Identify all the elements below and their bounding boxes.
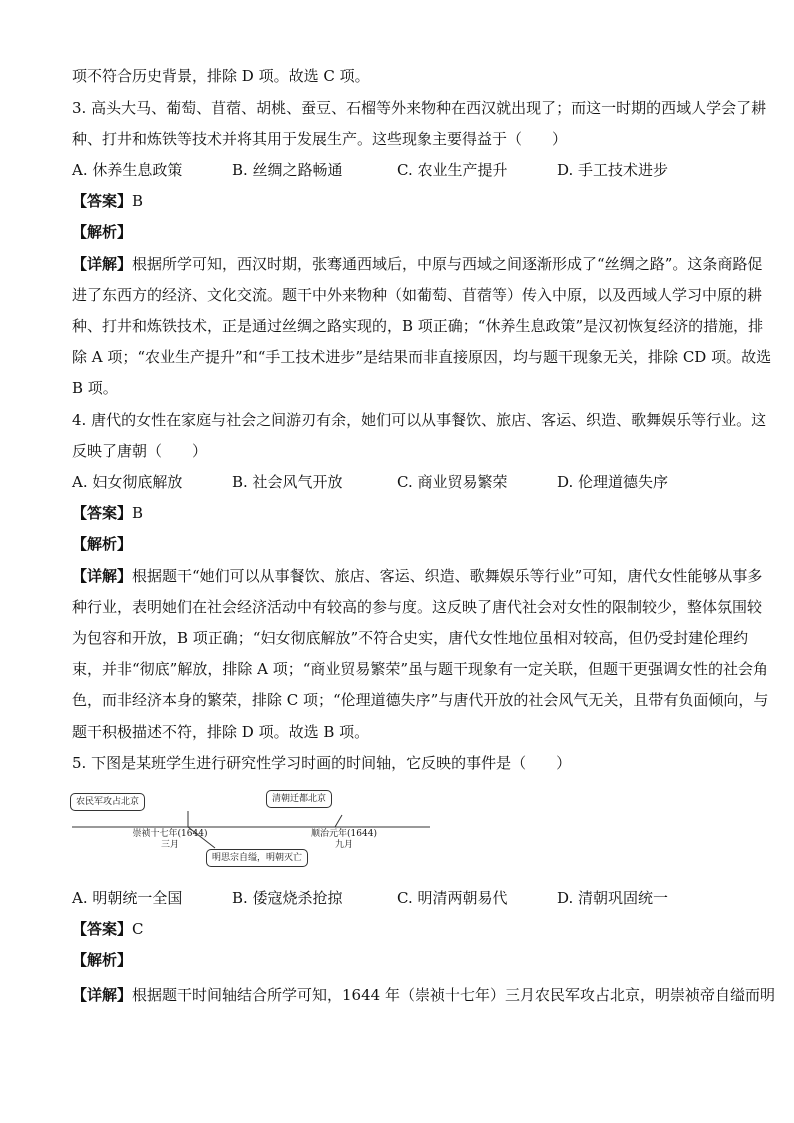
timeline-figure <box>60 788 440 874</box>
q3-detail-line-5: B 项。 <box>72 379 118 397</box>
q5-answer-value: C <box>132 920 144 938</box>
q5-option-b: B. 倭寇烧杀抢掠 <box>232 889 343 907</box>
analysis-tag: 【解析】 <box>72 223 133 241</box>
q3-detail-text-1: 根据所学可知，西汉时期，张骞通西域后，中原与西域之间逐渐形成了“丝绸之路”。这条商路促 <box>132 255 763 273</box>
timeline-label-shunzhi-year: 顺治元年(1644) <box>311 829 377 839</box>
q5-option-a: A. 明朝统一全国 <box>72 889 183 907</box>
q3-detail-line-3: 种、打井和炼铁技术，正是通过丝绸之路实现的，B 项正确；“休养生息政策”是汉初恢复经济的措施，排 <box>72 317 764 335</box>
timeline-connector-right <box>335 815 342 827</box>
q4-option-b: B. 社会风气开放 <box>232 473 343 491</box>
q4-analysis-tag <box>72 534 132 554</box>
q4-answer-line <box>72 503 143 523</box>
q4-answer-value: B <box>132 504 144 522</box>
q5-option-c: C. 明清两朝易代 <box>397 889 508 907</box>
answer-tag: 【答案】 <box>72 920 133 938</box>
q3-option-c: C. 农业生产提升 <box>397 161 508 179</box>
q3-option-b: B. 丝绸之路畅通 <box>232 161 343 179</box>
q3-option-d: D. 手工技术进步 <box>557 161 669 179</box>
q4-detail-line-2: 种行业，表明她们在社会经济活动中有较高的参与度。这反映了唐代社会对女性的限制较少，整体氛围较 <box>72 598 763 616</box>
q4-option-d: D. 伦理道德失序 <box>557 473 669 491</box>
q4-detail-line-4: 束，并非“彻底”解放，排除 A 项；“商业贸易繁荣”虽与题干现象有一定关联，但题干更强调女性的社会角 <box>72 660 769 678</box>
q4-detail-line-3: 为包容和开放，B 项正确；“妇女彻底解放”不符合史实，唐代女性地位虽相对较高，但仍受封建伦理约 <box>72 629 749 647</box>
intro-line: 项不符合历史背景，排除 D 项。故选 C 项。 <box>72 67 370 85</box>
q3-stem-line-2: 种、打井和炼铁等技术并将其用于发展生产。这些现象主要得益于（ ） <box>72 130 568 148</box>
answer-tag: 【答案】 <box>72 504 133 522</box>
q3-detail-line-1 <box>72 254 762 274</box>
q4-detail-text-1: 根据题干“她们可以从事餐饮、旅店、客运、织造、歌舞娱乐等行业”可知，唐代女性能够从事多 <box>132 567 763 585</box>
timeline-box-qing-capital: 清朝迁都北京 <box>266 790 332 808</box>
q5-stem-line-1: 5. 下图是某班学生进行研究性学习时画的时间轴，它反映的事件是（ ） <box>72 754 572 772</box>
timeline-label-chongzhen-year: 崇祯十七年(1644) <box>132 829 208 839</box>
q4-option-a: A. 妇女彻底解放 <box>72 473 183 491</box>
q3-answer-line <box>72 191 143 211</box>
timeline-label-chongzhen-month: 三月 <box>160 840 179 850</box>
q5-detail-line-1 <box>72 985 775 1005</box>
q4-detail-line-1 <box>72 566 762 586</box>
timeline-box-ming-fall: 明思宗自缢，明朝灭亡 <box>206 849 308 867</box>
q5-detail-text-1: 根据题干时间轴结合所学可知，1644 年（崇祯十七年）三月农民军攻占北京，明崇祯帝自缢而明 <box>132 986 775 1004</box>
q3-analysis-tag <box>72 222 132 242</box>
q4-stem-line-1: 4. 唐代的女性在家庭与社会之间游刃有余，她们可以从事餐饮、旅店、客运、织造、歌舞娱乐等行业。这 <box>72 411 767 429</box>
q3-detail-line-2: 进了东西方的经济、文化交流。题干中外来物种（如葡萄、苜蓿等）传入中原，以及西域人学习中原的耕 <box>72 286 763 304</box>
detail-tag: 【详解】 <box>72 255 133 273</box>
detail-tag: 【详解】 <box>72 567 133 585</box>
timeline-box-peasant-army: 农民军攻占北京 <box>70 793 145 811</box>
detail-tag: 【详解】 <box>72 986 133 1004</box>
answer-tag: 【答案】 <box>72 192 133 210</box>
q5-analysis-tag <box>72 950 132 970</box>
q3-stem-line-1: 3. 高头大马、葡萄、苜蓿、胡桃、蚕豆、石榴等外来物种在西汉就出现了；而这一时期的西域人学会了耕 <box>72 99 767 117</box>
q4-option-c: C. 商业贸易繁荣 <box>397 473 508 491</box>
q4-stem-line-2: 反映了唐朝（ ） <box>72 442 208 460</box>
q5-answer-line <box>72 919 144 939</box>
q5-option-d: D. 清朝巩固统一 <box>557 889 669 907</box>
q3-option-a: A. 休养生息政策 <box>72 161 183 179</box>
timeline-label-shunzhi-month: 九月 <box>334 840 353 850</box>
q4-detail-line-5: 色，而非经济本身的繁荣，排除 C 项；“伦理道德失序”与唐代开放的社会风气无关，且带有负面倾向，与 <box>72 691 769 709</box>
q3-detail-line-4: 除 A 项；“农业生产提升”和“手工技术进步”是结果而非直接原因，均与题干现象无关，排除 CD 项。故选 <box>72 348 772 366</box>
analysis-tag: 【解析】 <box>72 951 133 969</box>
q3-answer-value: B <box>132 192 144 210</box>
analysis-tag: 【解析】 <box>72 535 133 553</box>
q4-detail-line-6: 题干积极描述不符，排除 D 项。故选 B 项。 <box>72 723 370 741</box>
